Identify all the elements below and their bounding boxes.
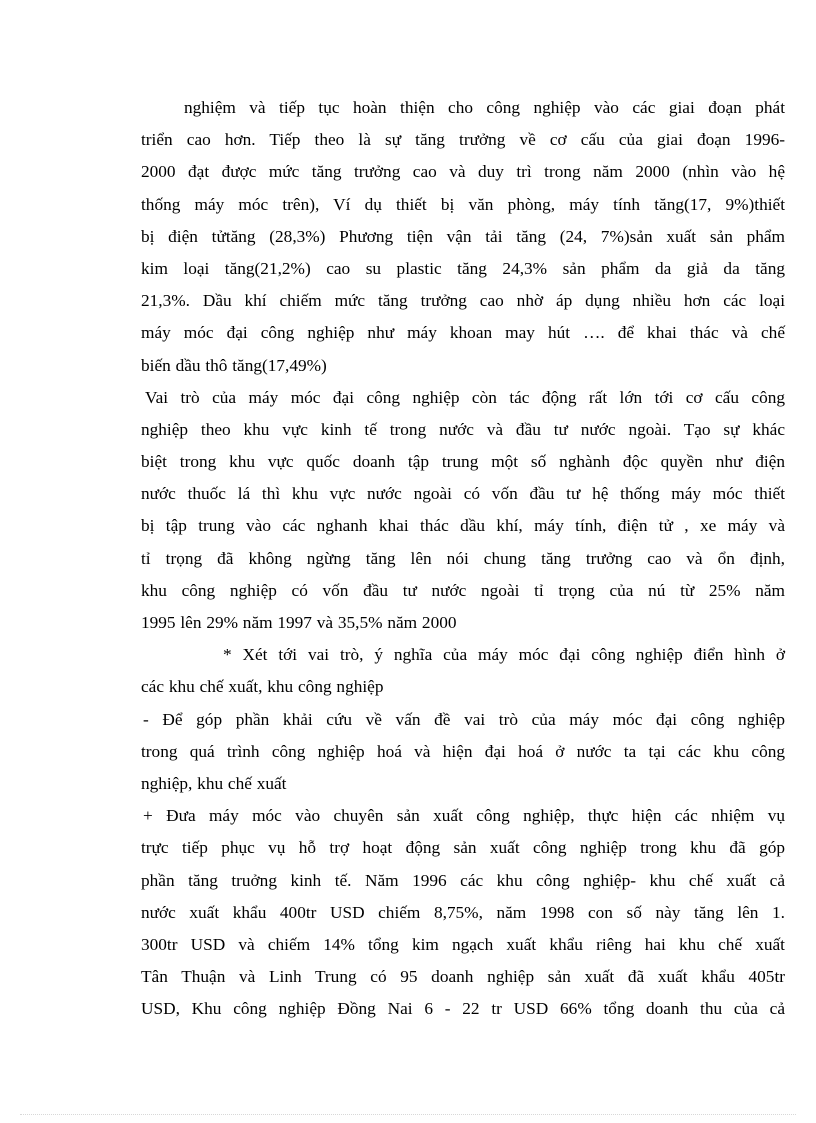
text-line: biệt trong khu vực quốc doanh tập trung một số nghành độc quyền như điện <box>141 452 785 472</box>
text-line: bị điện tửtăng (28,3%) Phương tiện vận tải tăng (24, 7%)sản xuất sản phẩm <box>141 226 785 246</box>
text-line: USD, Khu công nghiệp Đồng Nai 6 - 22 tr USD 66% tổng doanh thu của cả <box>141 999 785 1019</box>
text-line: trong quá trình công nghiệp hoá và hiện đại hoá ở nước ta tại các khu công <box>141 741 785 761</box>
body-text <box>141 92 785 1025</box>
text-line: nước thuốc lá thì khu vực nước ngoài có vốn đầu tư hệ thống máy móc thiết <box>141 484 785 504</box>
text-line: nghiệp, khu chế xuất <box>141 773 287 793</box>
text-line: kim loại tăng(21,2%) cao su plastic tăng 24,3% sản phẩm da giả da tăng <box>141 258 785 278</box>
text-line: Tân Thuận và Linh Trung có 95 doanh nghiệp sản xuất đã xuất khẩu 405tr <box>141 967 785 987</box>
text-line: trực tiếp phục vụ hỗ trợ hoạt động sản xuất công nghiệp trong khu đã góp <box>141 838 785 858</box>
text-line: nước xuất khẩu 400tr USD chiếm 8,75%, năm 1998 con số này tăng lên 1. <box>141 902 785 922</box>
text-line: thống máy móc trên), Ví dụ thiết bị văn phòng, máy tính tăng(17, 9%)thiết <box>141 194 785 214</box>
text-line: - Để góp phần khải cứu về vấn đề vai trò của máy móc đại công nghiệp <box>143 709 785 729</box>
text-line: 21,3%. Dầu khí chiếm mức tăng trưởng cao nhờ áp dụng nhiều hơn các loại <box>141 291 785 311</box>
text-line: + Đưa máy móc vào chuyên sản xuất công nghiệp, thực hiện các nhiệm vụ <box>143 806 785 826</box>
text-line: khu công nghiệp có vốn đầu tư nước ngoài tỉ trọng của nú từ 25% năm <box>141 580 785 600</box>
text-line: triển cao hơn. Tiếp theo là sự tăng trưởng về cơ cấu của giai đoạn 1996- <box>141 130 785 150</box>
text-line: Vai trò của máy móc đại công nghiệp còn tác động rất lớn tới cơ cấu công <box>145 387 785 407</box>
text-line: 300tr USD và chiếm 14% tổng kim ngạch xuất khẩu riêng hai khu chế xuất <box>141 934 785 954</box>
text-line: biến dầu thô tăng(17,49%) <box>141 355 327 375</box>
text-line: 2000 đạt được mức tăng trưởng cao và duy trì trong năm 2000 (nhìn vào hệ <box>141 162 785 182</box>
page-bottom-divider <box>20 1114 796 1115</box>
text-line: tỉ trọng đã không ngừng tăng lên nói chung tăng trưởng cao và ổn định, <box>141 548 785 568</box>
text-line: các khu chế xuất, khu công nghiệp <box>141 677 384 697</box>
text-line: bị tập trung vào các nghanh khai thác dầu khí, máy tính, điện tử , xe máy và <box>141 516 785 536</box>
text-line: máy móc đại công nghiệp như máy khoan may hút …. để khai thác và chế <box>141 323 785 343</box>
text-line: * Xét tới vai trò, ý nghĩa của máy móc đại công nghiệp điển hình ở <box>223 645 785 665</box>
text-line: nghiệp theo khu vực kinh tế trong nước và đầu tư nước ngoài. Tạo sự khác <box>141 419 785 439</box>
text-line: phần tăng truởng kinh tế. Năm 1996 các khu công nghiệp- khu chế xuất cả <box>141 870 785 890</box>
text-line: nghiệm và tiếp tục hoàn thiện cho công nghiệp vào các giai đoạn phát <box>184 98 785 117</box>
text-line: 1995 lên 29% năm 1997 và 35,5% năm 2000 <box>141 613 457 632</box>
